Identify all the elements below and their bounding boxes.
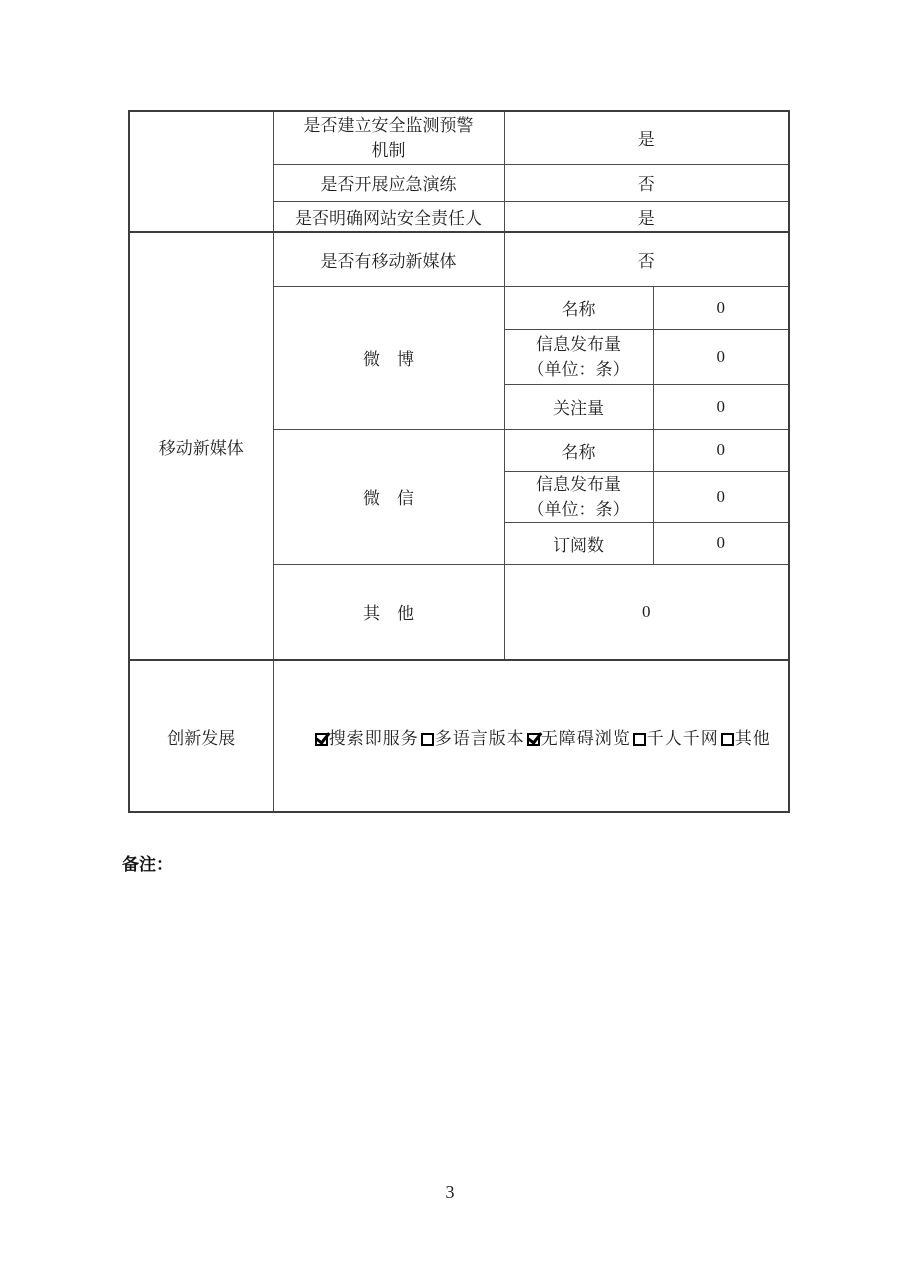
label-line: 机制 [371, 140, 406, 160]
checkbox-other[interactable] [721, 733, 734, 746]
cell-label-weibo-followers: 关注量 [504, 384, 653, 429]
cell-value-emergency-drill: 否 [504, 164, 789, 201]
cell-value-security-monitoring: 是 [504, 111, 789, 164]
cell-value-has-mobile-media: 否 [504, 232, 789, 286]
cell-label-has-mobile-media: 是否有移动新媒体 [273, 232, 504, 286]
label-line: （单位：条） [527, 359, 630, 379]
cell-label-weibo-name: 名称 [504, 286, 653, 329]
cell-value-weibo-followers: 0 [653, 384, 789, 429]
checkbox-personalized[interactable] [633, 733, 646, 746]
cell-group-header-weibo: 微 博 [273, 286, 504, 429]
cell-group-header-other-media: 其 他 [273, 564, 504, 660]
table-row [129, 111, 789, 164]
cell-label-wechat-subscribers: 订阅数 [504, 522, 653, 564]
label-line: （单位：条） [527, 499, 630, 519]
cell-section-continuation-empty [129, 111, 273, 232]
cell-label-weibo-posts [504, 329, 653, 384]
label-line: 是否建立安全监测预警 [303, 115, 474, 135]
cell-label-wechat-name: 名称 [504, 429, 653, 471]
label-line: 信息发布量 [536, 334, 621, 354]
table-row [129, 232, 789, 286]
checkbox-multilingual[interactable] [421, 733, 434, 746]
cell-value-other-media: 0 [504, 564, 789, 660]
cell-value-security-responsible: 是 [504, 201, 789, 232]
notes-label: 备注： [122, 855, 173, 874]
checkbox-accessibility[interactable] [527, 733, 540, 746]
cell-value-wechat-name: 0 [653, 429, 789, 471]
cell-label-security-monitoring [273, 111, 504, 164]
cell-innovation-options [273, 660, 789, 812]
cell-section-header-innovation: 创新发展 [129, 660, 273, 812]
cell-label-emergency-drill: 是否开展应急演练 [273, 164, 504, 201]
annual-report-table [128, 110, 790, 813]
cell-label-security-responsible: 是否明确网站安全责任人 [273, 201, 504, 232]
cell-value-weibo-posts: 0 [653, 329, 789, 384]
cell-value-wechat-posts: 0 [653, 471, 789, 522]
cell-label-wechat-posts [504, 471, 653, 522]
checkbox-label-multilingual: 多语言版本 [434, 728, 525, 748]
checkbox-label-personalized: 千人千网 [646, 728, 719, 748]
checkbox-label-search-as-service: 搜索即服务 [328, 728, 419, 748]
cell-section-header-mobile-media: 移动新媒体 [129, 232, 273, 660]
checkbox-label-other: 其他 [734, 728, 771, 748]
page-number: 3 [445, 1182, 455, 1202]
cell-group-header-wechat: 微 信 [273, 429, 504, 564]
table-row [129, 660, 789, 812]
innovation-checkbox-line [278, 724, 785, 749]
checkbox-label-accessibility: 无障碍浏览 [540, 728, 631, 748]
checkbox-search-as-service[interactable] [315, 733, 328, 746]
cell-value-wechat-subscribers: 0 [653, 522, 789, 564]
cell-value-weibo-name: 0 [653, 286, 789, 329]
label-line: 信息发布量 [536, 474, 621, 494]
